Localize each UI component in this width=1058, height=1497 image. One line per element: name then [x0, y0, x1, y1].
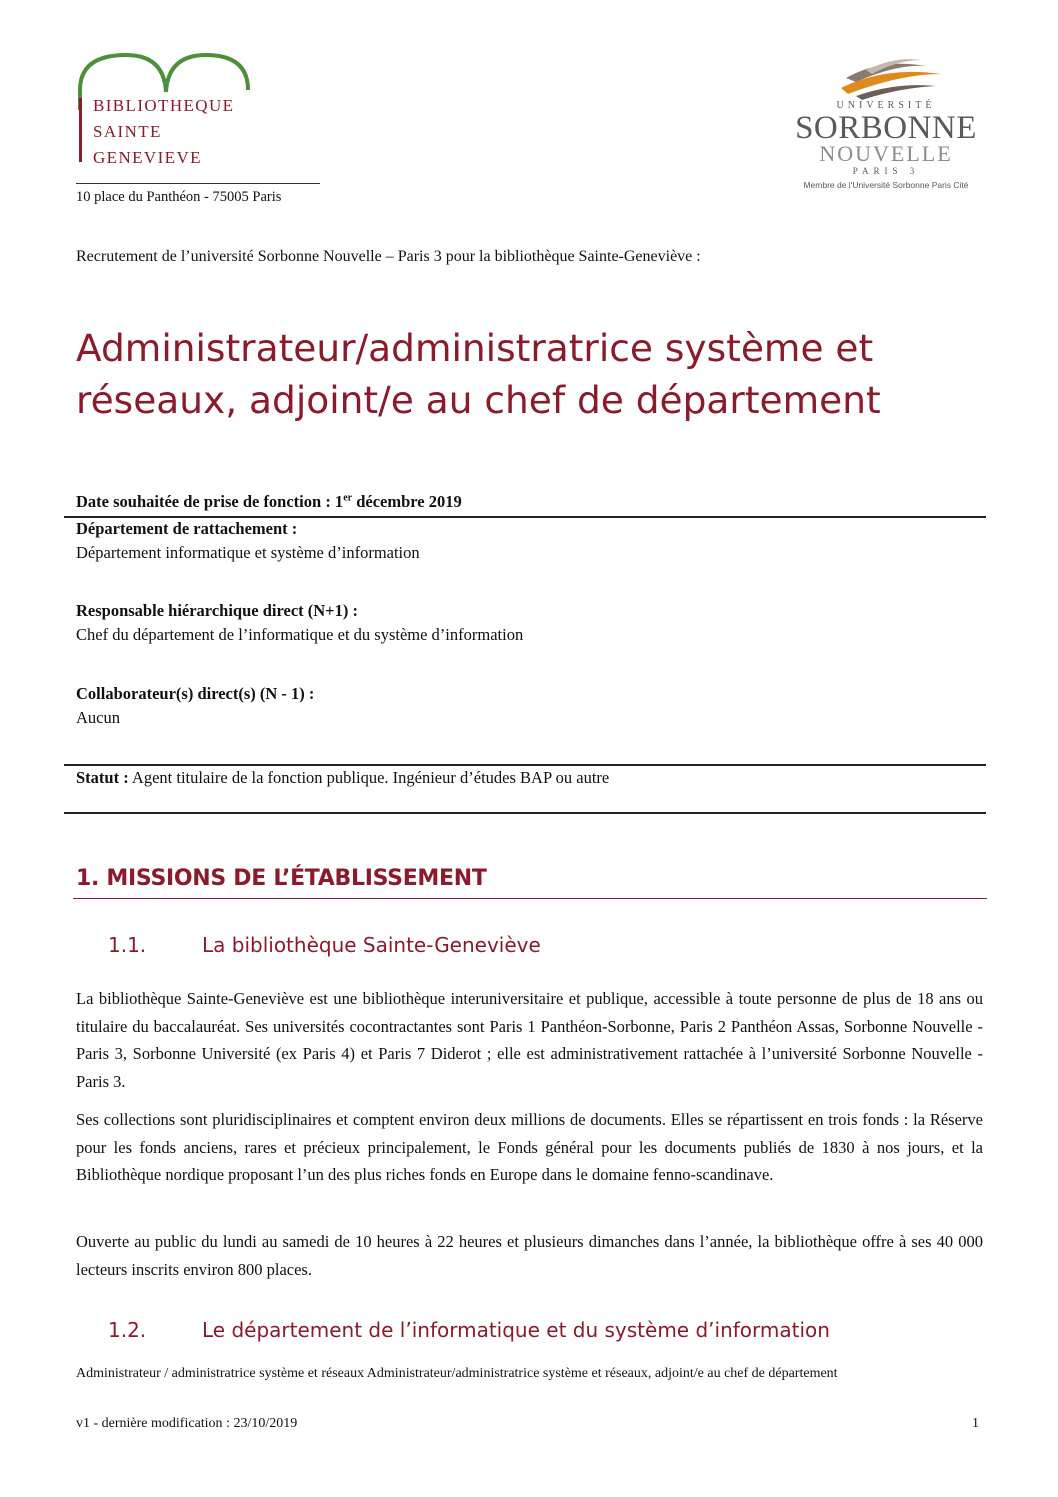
- dept-label: Département de rattachement :: [76, 519, 298, 538]
- page-number: 1: [972, 1416, 979, 1431]
- section-heading: 1. MISSIONS DE L’ÉTABLISSEMENT: [76, 866, 487, 891]
- collab-label: Collaborateur(s) direct(s) (N - 1) :: [76, 684, 315, 703]
- collab-value: Aucun: [76, 708, 120, 727]
- address: 10 place du Panthéon - 75005 Paris: [76, 189, 282, 205]
- statut: Statut : Agent titulaire de la fonction publique. Ingénieur d’études BAP ou autre: [76, 768, 610, 787]
- address-rule: [76, 183, 320, 184]
- subsection-title: La bibliothèque Sainte-Geneviève: [202, 933, 541, 957]
- title-line-2: réseaux, adjoint/e au chef de département: [76, 378, 881, 422]
- page-title: [76, 322, 996, 426]
- logo-membre: Membre de l'Université Sorbonne Paris Cité: [803, 180, 969, 190]
- resp-value: Chef du département de l’informatique et du système d’information: [76, 625, 524, 644]
- subsection-heading-1: [108, 933, 908, 961]
- logo-line-2: SAINTE: [93, 122, 162, 141]
- logo-univ: UNIVERSITÉ: [836, 100, 936, 111]
- resp-label: Responsable hiérarchique direct (N+1) :: [76, 601, 358, 620]
- subsection-heading-2: [108, 1318, 978, 1346]
- start-date-label: Date souhaitée de prise de fonction : 1er décembre 2019: [76, 492, 462, 511]
- info-rule-top: [64, 516, 986, 518]
- logo-paris3: PARIS 3: [852, 166, 920, 176]
- dept-value: Département informatique et système d’information: [76, 543, 420, 562]
- sorbonne-swoosh-icon: [786, 52, 986, 100]
- subsection-number: 1.2.: [108, 1318, 147, 1342]
- footer-version: v1 - dernière modification : 23/10/2019: [76, 1416, 298, 1431]
- statut-rule-bottom: [64, 812, 986, 814]
- logo-nouvelle: NOUVELLE: [819, 141, 953, 166]
- paragraph: Ouverte au public du lundi au samedi de 10 heures à 22 heures et plusieurs dimanches dans l’année, la bibliothèque offre à ses 40 000 lecteurs inscrits environ 800 places.: [76, 1232, 983, 1279]
- bsg-logo: [76, 50, 256, 175]
- intro-text: Recrutement de l’université Sorbonne Nouvelle – Paris 3 pour la bibliothèque Sainte-Geneviève :: [76, 248, 701, 265]
- subsection-number: 1.1.: [108, 933, 147, 957]
- sorbonne-logo: [786, 52, 986, 197]
- logo-line-3: GENEVIEVE: [93, 148, 202, 167]
- start-date: [76, 492, 462, 512]
- paragraph: Ses collections sont pluridisciplinaires et comptent environ deux millions de documents. Elles se répartissent en trois fonds : la Réserve pour les fonds anciens, rares et précieux principalement, le Fonds général pour les documents publiés de 1830 à nos jours, et la Bibliothèque nordique proposant l’un des plus riches fonds en Europe dans le domaine fenno-scandinave.: [76, 1110, 983, 1184]
- subsection-title: Le département de l’informatique et du système d’information: [202, 1318, 830, 1342]
- statut-rule-top: [64, 764, 986, 766]
- logo-sorbonne: SORBONNE: [795, 110, 977, 146]
- section-rule: [73, 898, 987, 899]
- footer-text: Administrateur / administratrice système et réseaux Administrateur/administratrice système et réseaux, adjoint/e au chef de département: [76, 1366, 838, 1381]
- logo-bar: [79, 98, 82, 162]
- logo-line-1: BIBLIOTHEQUE: [93, 96, 235, 115]
- paragraph: La bibliothèque Sainte-Geneviève est une bibliothèque interuniversitaire et publique, accessible à toute personne de plus de 18 ans ou titulaire du baccalauréat. Ses universités cocontractantes sont Paris 1 Panthéon-Sorbonne, Paris 2 Panthéon Assas, Sorbonne Nouvelle - Paris 3, Sorbonne Université (ex Paris 4) et Paris 7 Diderot ; elle est administrativement rattachée à l’université Sorbonne Nouvelle - Paris 3.: [76, 989, 983, 1091]
- title-line-1: Administrateur/administratrice système et: [76, 326, 874, 370]
